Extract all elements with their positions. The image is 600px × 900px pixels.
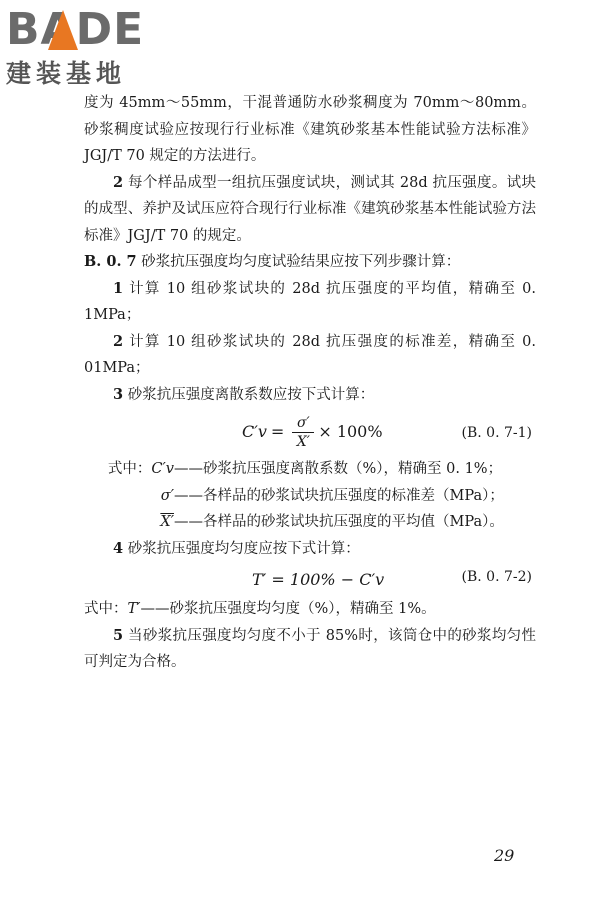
definitions-1: [84, 456, 536, 536]
formula-expression: T′ = 100% − C′v: [252, 570, 385, 589]
item-2-paragraph: [84, 170, 536, 250]
formula-rhs: × 100%: [318, 422, 383, 441]
item-text: 计算 10 组砂浆试块的 28d 抗压强度的标准差，精确至 0. 01MPa；: [84, 333, 537, 376]
step-5: [84, 623, 536, 676]
paragraph-1: 度为 45mm～55mm，干混普通防水砂浆稠度为 70mm～80mm。砂浆稠度试验应按现行行业标准《建筑砂浆基本性能试验方法标准》JGJ/T 70 规定的方法进行。: [84, 95, 536, 164]
definition-row: [84, 596, 536, 623]
fraction-denominator: X′: [296, 433, 310, 450]
formula-fraction: [292, 415, 314, 450]
item-text: 砂浆抗压强度均匀度应按下式计算：: [127, 540, 360, 557]
definitions-2: [84, 596, 536, 623]
item-text: 砂浆抗压强度离散系数应按下式计算：: [127, 386, 375, 403]
step-3: [84, 382, 536, 409]
page-number: 29: [494, 846, 515, 865]
definition-row: [84, 483, 536, 510]
item-number: 3: [113, 385, 124, 403]
formula-equals: =: [270, 422, 285, 441]
definition-text: ——砂浆抗压强度均匀度（%），精确至 1%。: [140, 601, 436, 617]
definition-symbol: σ′: [160, 487, 174, 504]
formula-b07-2: [84, 564, 536, 594]
item-text: 每个样品成型一组抗压强度试块，测试其 28d 抗压强度。试块的成型、养护及试压应符合现行行业标准《建筑砂浆基本性能试验方法标准》JGJ/T 70 的规定。: [84, 174, 536, 244]
step-4: [84, 536, 536, 563]
definition-symbol: X′: [160, 514, 174, 530]
definition-lead: [84, 483, 174, 510]
section-text: 砂浆抗压强度均匀度试验结果应按下列步骤计算：: [141, 254, 461, 270]
item-number: 1: [113, 279, 124, 297]
formula-tag: (B. 0. 7-1): [461, 425, 532, 441]
formula-tag: (B. 0. 7-2): [461, 569, 532, 585]
definition-lead: [84, 509, 174, 536]
logo-subtitle: 建装基地: [6, 59, 127, 88]
definition-row: [84, 509, 536, 536]
item-text: 当砂浆抗压强度均匀度不小于 85%时，该筒仓中的砂浆均匀性可判定为合格。: [84, 627, 537, 670]
page-content: [84, 90, 536, 676]
definition-text: ——各样品的砂浆试块抗压强度的平均值（MPa）。: [174, 514, 504, 530]
section-number: B. 0. 7: [84, 253, 137, 270]
bade-logo: [6, 4, 178, 94]
item-number: 4: [113, 539, 124, 557]
item-number: 5: [113, 626, 124, 644]
fraction-bar: [292, 432, 314, 433]
step-2: [84, 329, 536, 382]
logo-wordmark: BADE: [6, 4, 145, 55]
formula-lhs: C′v: [242, 422, 267, 441]
definition-symbol: C′v: [151, 461, 174, 477]
formula-expression: [242, 414, 383, 450]
definition-lead: 式中：C′v: [107, 461, 174, 477]
logo-triangle-icon: [48, 10, 78, 50]
definition-row: [84, 456, 536, 483]
definition-text: ——各样品的砂浆试块抗压强度的标准差（MPa）；: [174, 487, 504, 504]
item-number: 2: [113, 173, 124, 191]
definition-symbol: T′: [127, 601, 141, 617]
item-text: 计算 10 组砂浆试块的 28d 抗压强度的平均值，精确至 0. 1MPa；: [84, 280, 537, 323]
item-number: 2: [113, 332, 124, 350]
section-b07: [84, 249, 536, 276]
definition-lead: 式中：T′: [84, 601, 141, 617]
formula-b07-1: [84, 410, 536, 454]
step-1: [84, 276, 536, 329]
fraction-numerator: σ′: [296, 414, 310, 431]
definition-text: ——砂浆抗压强度离散系数（%），精确至 0. 1%；: [174, 461, 503, 477]
